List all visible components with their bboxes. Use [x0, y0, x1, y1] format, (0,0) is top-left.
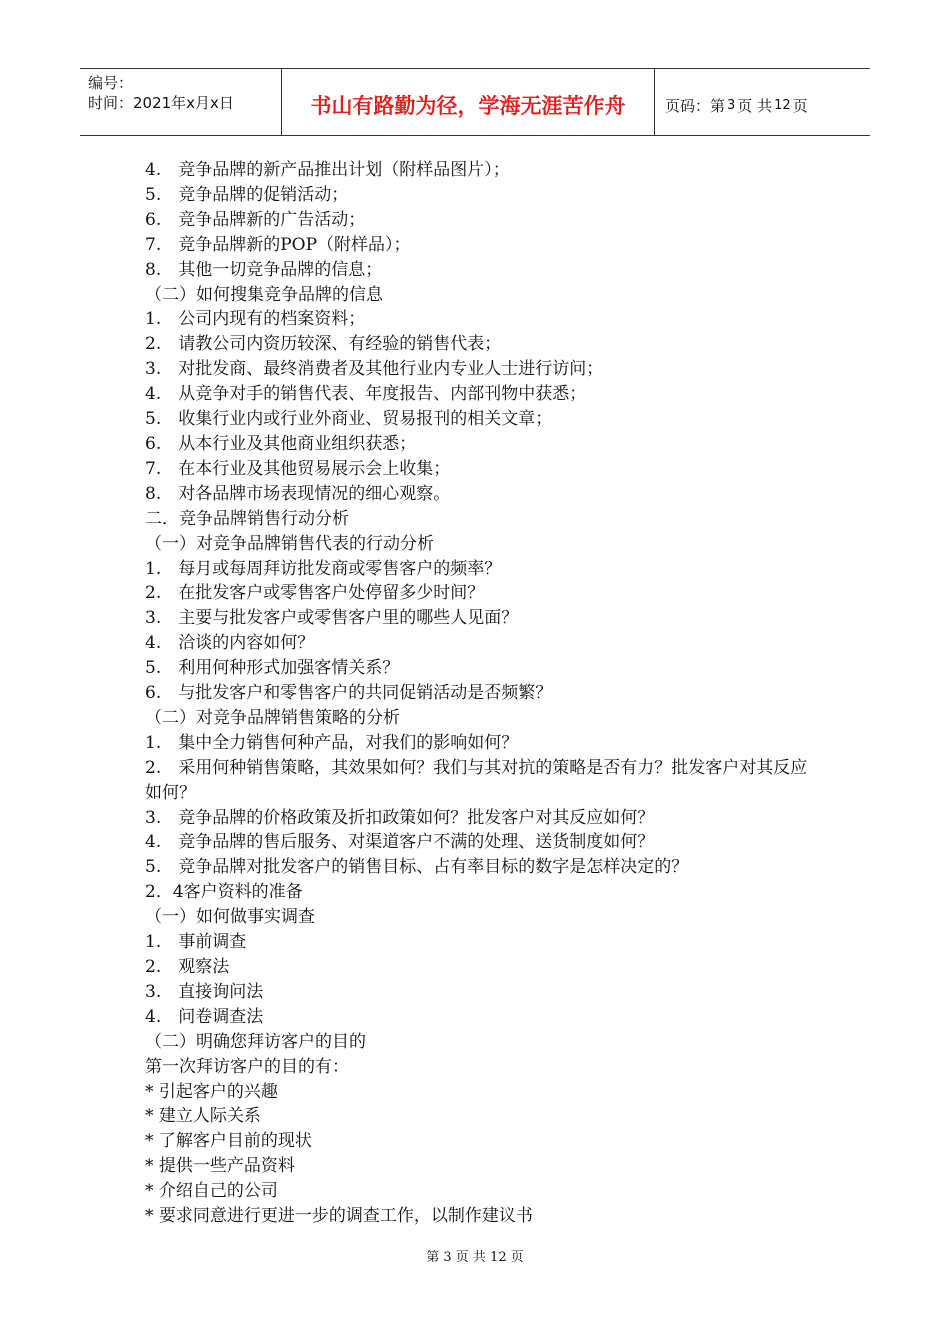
text-line: 1. 公司内现有的档案资料； [145, 309, 366, 330]
text-line: 7. 竞争品牌新的POP（附样品）； [145, 234, 411, 255]
text-line: 1. 每月或每周拜访批发商或零售客户的频率？ [145, 558, 502, 579]
text-line: 2. 在批发客户或零售客户处停留多少时间？ [145, 583, 485, 604]
page-current: 3 [727, 97, 736, 113]
text-line: 3. 主要与批发客户或零售客户里的哪些人见面？ [145, 608, 519, 629]
text-line: 5. 竞争品牌的促销活动； [145, 184, 349, 205]
text-line: 6. 与批发客户和零售客户的共同促销活动是否频繁？ [145, 683, 553, 704]
text-line: 5. 利用何种形式加强客情关系？ [145, 658, 400, 679]
text-line: 2. 请教公司内资历较深、有经验的销售代表； [145, 334, 502, 355]
document-body [145, 158, 815, 1229]
text-line: （二）明确您拜访客户的目的 [145, 1031, 366, 1052]
header-page-info [655, 69, 870, 135]
page-header [80, 68, 870, 136]
doc-number-label: 编号： [88, 74, 134, 92]
page-prefix: 页码：第 [665, 96, 726, 115]
page-suffix: 页 [792, 96, 808, 115]
text-line: （二）对竞争品牌销售策略的分析 [145, 707, 400, 728]
text-line: 5. 竞争品牌对批发客户的销售目标、占有率目标的数字是怎样决定的？ [145, 857, 689, 878]
header-motto: 书山有路勤为径，学海无涯苦作舟 [282, 69, 655, 135]
text-line: 3. 对批发商、最终消费者及其他行业内专业人士进行访问； [145, 359, 604, 380]
page-middle: 页 共 [737, 96, 773, 115]
text-line: * 了解客户目前的现状 [145, 1131, 312, 1152]
text-line: 4. 从竞争对手的销售代表、年度报告、内部刊物中获悉； [145, 384, 587, 405]
text-line: * 建立人际关系 [145, 1106, 261, 1127]
text-line: * 要求同意进行更进一步的调查工作，以制作建议书 [145, 1206, 533, 1227]
text-line: 第一次拜访客户的目的有： [145, 1056, 349, 1077]
text-line: 4. 竞争品牌的售后服务、对渠道客户不满的处理、送货制度如何？ [145, 832, 655, 853]
text-line: （一）对竞争品牌销售代表的行动分析 [145, 533, 434, 554]
text-line: 3. 竞争品牌的价格政策及折扣政策如何？批发客户对其反应如何？ [145, 807, 655, 828]
text-line: 4. 洽谈的内容如何？ [145, 633, 315, 654]
text-line: 二．竞争品牌销售行动分析 [145, 508, 349, 529]
date-label: 时间：2021年x月x日 [88, 94, 234, 112]
text-line: 6. 从本行业及其他商业组织获悉； [145, 433, 417, 454]
text-line: 2. 观察法 [145, 957, 230, 977]
text-line: 8. 对各品牌市场表现情况的细心观察。 [145, 483, 451, 504]
page-footer: 第 3 页 共 12 页 [426, 1250, 524, 1265]
text-line: （一）如何做事实调查 [145, 907, 315, 928]
text-line: 1. 集中全力销售何种产品，对我们的影响如何？ [145, 732, 519, 753]
text-line: 3. 直接询问法 [145, 981, 264, 1002]
text-line: 8. 其他一切竞争品牌的信息； [145, 259, 383, 280]
text-line: 2．4客户资料的准备 [145, 882, 303, 903]
text-line: 4. 问卷调查法 [145, 1006, 264, 1027]
page-total: 12 [774, 97, 791, 113]
text-line: 6. 竞争品牌新的广告活动； [145, 209, 366, 230]
text-line: 7. 在本行业及其他贸易展示会上收集； [145, 458, 451, 479]
text-line: 2. 采用何种销售策略，其效果如何？我们与其对抗的策略是否有力？批发客户对其反应如何？ [145, 757, 808, 803]
text-line: * 引起客户的兴趣 [145, 1081, 278, 1102]
header-meta [80, 69, 282, 135]
text-line: * 介绍自己的公司 [145, 1181, 278, 1202]
text-line: * 提供一些产品资料 [145, 1156, 295, 1177]
text-line: 1. 事前调查 [145, 932, 247, 953]
text-line: 5. 收集行业内或行业外商业、贸易报刊的相关文章； [145, 409, 553, 430]
text-line: （二）如何搜集竞争品牌的信息 [145, 284, 383, 305]
text-line: 4. 竞争品牌的新产品推出计划（附样品图片）； [145, 160, 510, 180]
